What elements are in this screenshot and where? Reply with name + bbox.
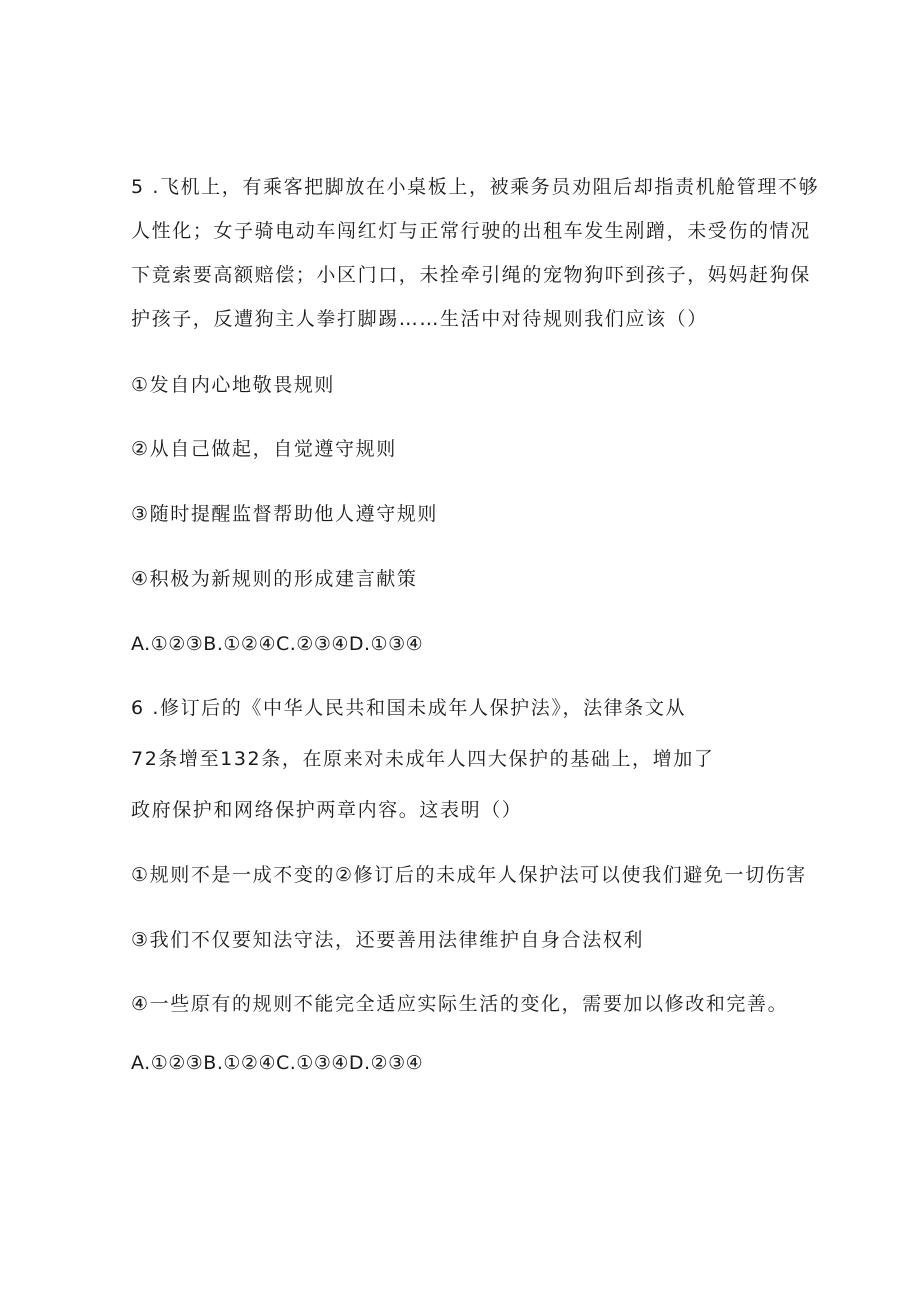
question-6-option-2: ③我们不仅要知法守法，还要善用法律维护自身合法权利 <box>131 929 645 951</box>
question-6-stem-line-1: 6 .修订后的《中华人民共和国未成年人保护法》，法律条文从 <box>131 697 687 719</box>
question-5-stem-line-4: 护孩子，反遭狗主人拳打脚踢……生活中对待规则我们应该（） <box>131 308 708 330</box>
question-6-option-1: ①规则不是一成不变的②修订后的未成年人保护法可以使我们避免一切伤害 <box>131 864 807 886</box>
question-6-option-3: ④一些原有的规则不能完全适应实际生活的变化，需要加以修改和完善。 <box>131 993 789 1015</box>
question-5-option-4: ④积极为新规则的形成建言献策 <box>131 568 418 590</box>
question-5-option-3: ③随时提醒监督帮助他人遵守规则 <box>131 503 439 525</box>
question-5-stem-line-3: 下竟索要高额赔偿；小区门口，未拴牵引绳的宠物狗吓到孩子，妈妈赶狗保 <box>131 264 811 286</box>
question-6-stem-line-3: 政府保护和网络保护两章内容。这表明（） <box>131 799 523 821</box>
question-6-answer-choices: A.①②③B.①②④C.①③④D.②③④ <box>131 1052 424 1074</box>
question-5-option-1: ①发自内心地敬畏规则 <box>131 374 336 396</box>
question-5-option-2: ②从自己做起，自觉遵守规则 <box>131 438 397 460</box>
question-5-answer-choices: A.①②③B.①②④C.②③④D.①③④ <box>131 633 424 655</box>
question-5-stem-line-1: 5 .飞机上，有乘客把脚放在小桌板上，被乘务员劝阻后却指责机舱管理不够 <box>131 176 820 198</box>
question-6-stem-line-2: 72条增至132条，在原来对未成年人四大保护的基础上，增加了 <box>131 748 715 770</box>
question-5-stem-line-2: 人性化；女子骑电动车闯红灯与正常行驶的出租车发生剐蹭，未受伤的情况 <box>131 220 811 242</box>
